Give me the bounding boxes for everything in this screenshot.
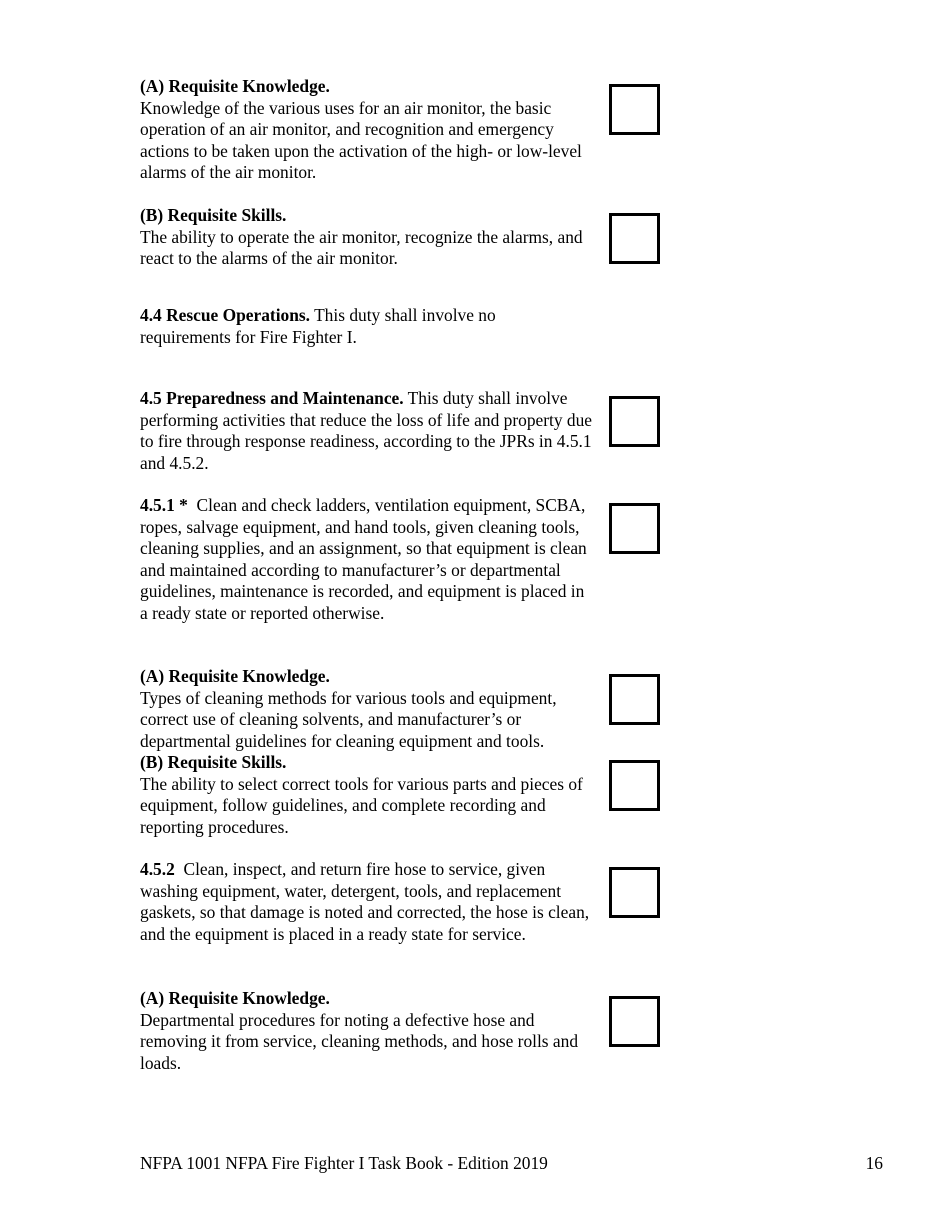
section-heading: 4.5.2: [140, 859, 175, 879]
section-heading: 4.5.1 *: [140, 495, 188, 515]
checkbox-preparedness-maintenance[interactable]: [609, 396, 660, 447]
section-4-5-2: [140, 859, 595, 945]
section-body: The ability to select correct tools for various parts and pieces of equipment, follow guidelines, and complete recording and reporting procedures.: [140, 773, 583, 837]
section-heading: (B) Requisite Skills.: [140, 752, 287, 772]
page-number: 16: [865, 1153, 883, 1173]
section-heading: (B) Requisite Skills.: [140, 205, 287, 225]
checkbox-air-monitor-skills[interactable]: [609, 213, 660, 264]
section-heading: (A) Requisite Knowledge.: [140, 76, 330, 96]
checkbox-hose-knowledge[interactable]: [609, 996, 660, 1047]
section-heading: 4.5 Preparedness and Maintenance.: [140, 388, 404, 408]
section-heading: 4.4 Rescue Operations.: [140, 305, 311, 325]
section-body: Departmental procedures for noting a defective hose and removing it from service, cleaning methods, and hose rolls and loads.: [140, 1009, 579, 1073]
section-body: This duty shall involve performing activities that reduce the loss of life and property due to fire through response readiness, according to the JPRs in 4.5.1 and 4.5.2.: [140, 388, 593, 473]
section-body: The ability to operate the air monitor, recognize the alarms, and react to the alarms of the air monitor.: [140, 226, 583, 268]
section-heading: (A) Requisite Knowledge.: [140, 666, 330, 686]
checkbox-4-5-1[interactable]: [609, 503, 660, 554]
section-4-5-1: [140, 495, 595, 624]
section-body: This duty shall involve no requirements for Fire Fighter I.: [140, 305, 496, 347]
section-body: Clean and check ladders, ventilation equipment, SCBA, ropes, salvage equipment, and hand tools, given cleaning tools, cleaning supplies, and an assignment, so that equipment is clean and maintained according to manufacturer’s or departmental guidelines, maintenance is recorded, and equipment is placed in a ready state or reported otherwise.: [140, 495, 592, 623]
footer-title: NFPA 1001 NFPA Fire Fighter I Task Book - Edition 2019: [140, 1153, 548, 1173]
section-hose-knowledge: [140, 988, 595, 1074]
checkbox-cleaning-knowledge[interactable]: [609, 674, 660, 725]
checkbox-cleaning-skills[interactable]: [609, 760, 660, 811]
section-preparedness-maintenance: [140, 388, 595, 474]
section-air-monitor-knowledge: [140, 76, 595, 184]
section-body: Knowledge of the various uses for an air monitor, the basic operation of an air monitor, and recognition and emergency actions to be taken upon the activation of the high- or low-level alarms of the air monitor.: [140, 97, 582, 182]
section-air-monitor-skills: [140, 205, 595, 270]
section-heading: (A) Requisite Knowledge.: [140, 988, 330, 1008]
section-cleaning-skills: [140, 752, 595, 838]
section-rescue-operations: [140, 305, 540, 348]
checkbox-4-5-2[interactable]: [609, 867, 660, 918]
section-body: Clean, inspect, and return fire hose to service, given washing equipment, water, detergent, tools, and replacement gaskets, so that damage is noted and corrected, the hose is clean, and the equipment is placed in a ready state for service.: [140, 859, 594, 944]
section-body: Types of cleaning methods for various tools and equipment, correct use of cleaning solvents, and manufacturer’s or departmental guidelines for cleaning equipment and tools.: [140, 687, 557, 751]
section-cleaning-knowledge: [140, 666, 595, 752]
checkbox-air-monitor-knowledge[interactable]: [609, 84, 660, 135]
